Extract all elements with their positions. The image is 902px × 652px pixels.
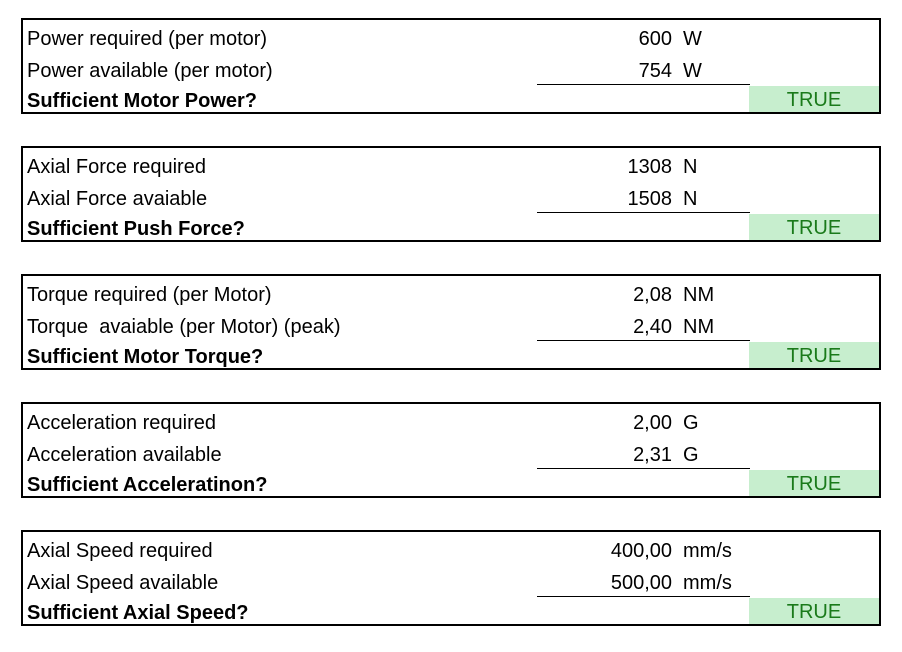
- result-cell[interactable]: TRUE: [749, 470, 879, 496]
- row-unit: W: [683, 60, 702, 82]
- torque-available-row: [23, 312, 879, 343]
- push-force-section: [21, 146, 881, 242]
- row-label: Power available (per motor): [27, 60, 273, 82]
- acceleration-section: [21, 402, 881, 498]
- row-label: Torque avaiable (per Motor) (peak): [27, 316, 341, 338]
- row-label: Axial Speed available: [27, 572, 219, 594]
- row-value[interactable]: 754: [638, 60, 672, 82]
- row-unit: NM: [683, 284, 715, 306]
- check-label: Sufficient Axial Speed?: [27, 602, 249, 624]
- check-label: Sufficient Push Force?: [27, 218, 245, 240]
- row-label: Acceleration required: [27, 412, 216, 434]
- row-unit: G: [683, 444, 699, 466]
- row-value[interactable]: 2,08: [633, 284, 672, 306]
- motor-power-section: [21, 18, 881, 114]
- row-value[interactable]: 2,31: [633, 444, 672, 466]
- row-label: Torque required (per Motor): [27, 284, 272, 306]
- power-available-row: [23, 56, 879, 87]
- row-label: Axial Speed required: [27, 540, 213, 562]
- sum-underline: [537, 212, 750, 213]
- torque-required-row: [23, 280, 879, 311]
- sum-underline: [537, 468, 750, 469]
- row-label: Axial Force required: [27, 156, 206, 178]
- row-value[interactable]: 500,00: [610, 572, 672, 594]
- sum-underline: [537, 340, 750, 341]
- axial-speed-section: [21, 530, 881, 626]
- row-unit: mm/s: [683, 540, 732, 562]
- acceleration-available-row: [23, 440, 879, 471]
- sum-underline: [537, 84, 750, 85]
- row-label: Axial Force avaiable: [27, 188, 208, 210]
- row-value[interactable]: 2,40: [633, 316, 672, 338]
- row-value[interactable]: 1308: [627, 156, 672, 178]
- axial-speed-available-row: [23, 568, 879, 599]
- row-value[interactable]: 400,00: [610, 540, 672, 562]
- row-unit: NM: [683, 316, 715, 338]
- check-label: Sufficient Acceleratinon?: [27, 474, 268, 496]
- axial-speed-required-row: [23, 536, 879, 567]
- result-cell[interactable]: TRUE: [749, 86, 879, 112]
- axial-force-required-row: [23, 152, 879, 183]
- row-unit: mm/s: [683, 572, 732, 594]
- acceleration-required-row: [23, 408, 879, 439]
- check-label: Sufficient Motor Power?: [27, 90, 257, 112]
- result-cell[interactable]: TRUE: [749, 342, 879, 368]
- row-unit: W: [683, 28, 702, 50]
- motor-torque-section: [21, 274, 881, 370]
- row-unit: N: [683, 156, 698, 178]
- row-value[interactable]: 600: [638, 28, 672, 50]
- row-unit: G: [683, 412, 699, 434]
- result-cell[interactable]: TRUE: [749, 214, 879, 240]
- power-required-row: [23, 24, 879, 55]
- result-cell[interactable]: TRUE: [749, 598, 879, 624]
- row-label: Power required (per motor): [27, 28, 268, 50]
- row-label: Acceleration available: [27, 444, 222, 466]
- axial-force-available-row: [23, 184, 879, 215]
- check-label: Sufficient Motor Torque?: [27, 346, 264, 368]
- row-value[interactable]: 1508: [627, 188, 672, 210]
- row-value[interactable]: 2,00: [633, 412, 672, 434]
- sum-underline: [537, 596, 750, 597]
- row-unit: N: [683, 188, 698, 210]
